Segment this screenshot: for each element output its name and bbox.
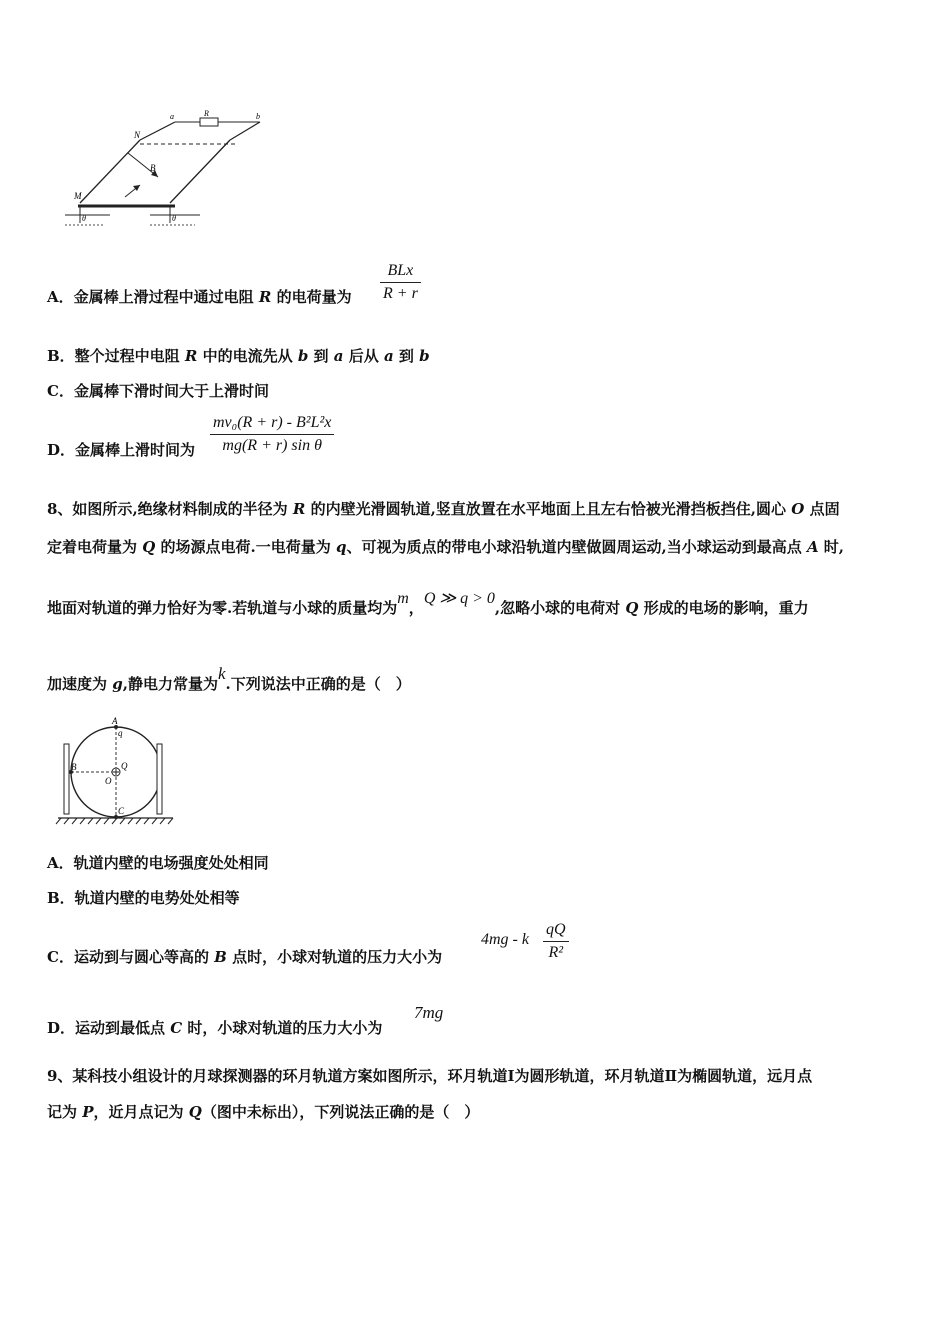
label-C: C — [118, 806, 125, 816]
label-B: B — [71, 762, 77, 772]
q7-option-d-fraction: $\frac{\text{mv₀(R + r) - B²L²x}}{\text{mg(R + r) sin θ}}$ — [210, 414, 334, 455]
label-b: b — [256, 112, 260, 121]
q8-stem-line-4: 加速度为 g,静电力常量为k.下列说法中正确的是（ ） — [47, 664, 411, 693]
label-q: q — [118, 728, 123, 738]
q8-stem-line-1: 8、如图所示,绝缘材料制成的半径为 R 的内壁光滑圆轨道,竖直放置在水平地面上且左右恰被光滑挡板挡住,圆心 O 点固 — [47, 500, 840, 518]
q8-stem-line-3: 地面对轨道的弹力恰好为零.若轨道与小球的质量均为m，Q ≫ q > 0,忽略小球的电荷对 Q 形成的电场的影响，重力 — [47, 590, 809, 617]
q7-option-c: C．金属棒下滑时间大于上滑时间 — [47, 382, 269, 400]
q9-stem-line-1: 9、某科技小组设计的月球探测器的环月轨道方案如图所示，环月轨道Ⅰ为圆形轨道，环月轨道Ⅱ为椭圆轨道，远月点 — [47, 1067, 813, 1085]
q8-stem-line-2: 定着电荷量为 Q 的场源点电荷.一电荷量为 q、可视为质点的带电小球沿轨道内壁做圆周运动,当小球运动到最高点 A 时, — [47, 538, 845, 556]
inclined-rails-figure — [60, 105, 290, 235]
label-B: B — [150, 163, 156, 173]
q8-option-d: D．运动到最低点 C 时，小球对轨道的压力大小为 — [47, 1019, 383, 1037]
circular-track-figure — [55, 712, 185, 832]
q7-option-a-fraction: BLx R + r — [380, 262, 421, 303]
label-theta-2: θ — [172, 214, 176, 223]
q8-option-c-expr: 4mg - k — [481, 931, 529, 948]
label-theta-1: θ — [82, 214, 86, 223]
q8-option-a: A．轨道内壁的电场强度处处相同 — [47, 854, 269, 872]
label-Q: Q — [121, 761, 128, 771]
q8-option-d-expr: 7mg — [414, 1003, 444, 1022]
q7-option-d: D．金属棒上滑时间为 — [47, 441, 196, 459]
q7-option-b: B．整个过程中电阻 R 中的电流先从 b 到 a 后从 a 到 b — [47, 347, 430, 365]
label-a: a — [170, 112, 174, 121]
label-N: N — [134, 130, 141, 140]
q7-option-a: A．金属棒上滑过程中通过电阻 R 的电荷量为 — [47, 288, 352, 306]
label-A: A — [112, 716, 118, 726]
q8-option-c-fraction: $\frac{qQ}{\text{R²}}$ — [543, 921, 569, 962]
label-O: O — [105, 776, 112, 786]
q9-stem-line-2: 记为 P，近月点记为 Q（图中未标出），下列说法正确的是（ ） — [47, 1103, 480, 1121]
q8-option-b: B．轨道内壁的电势处处相等 — [47, 889, 240, 907]
q8-option-c: C．运动到与圆心等高的 B 点时，小球对轨道的压力大小为 — [47, 948, 443, 966]
label-R: R — [204, 109, 209, 118]
label-M: M — [74, 191, 82, 201]
